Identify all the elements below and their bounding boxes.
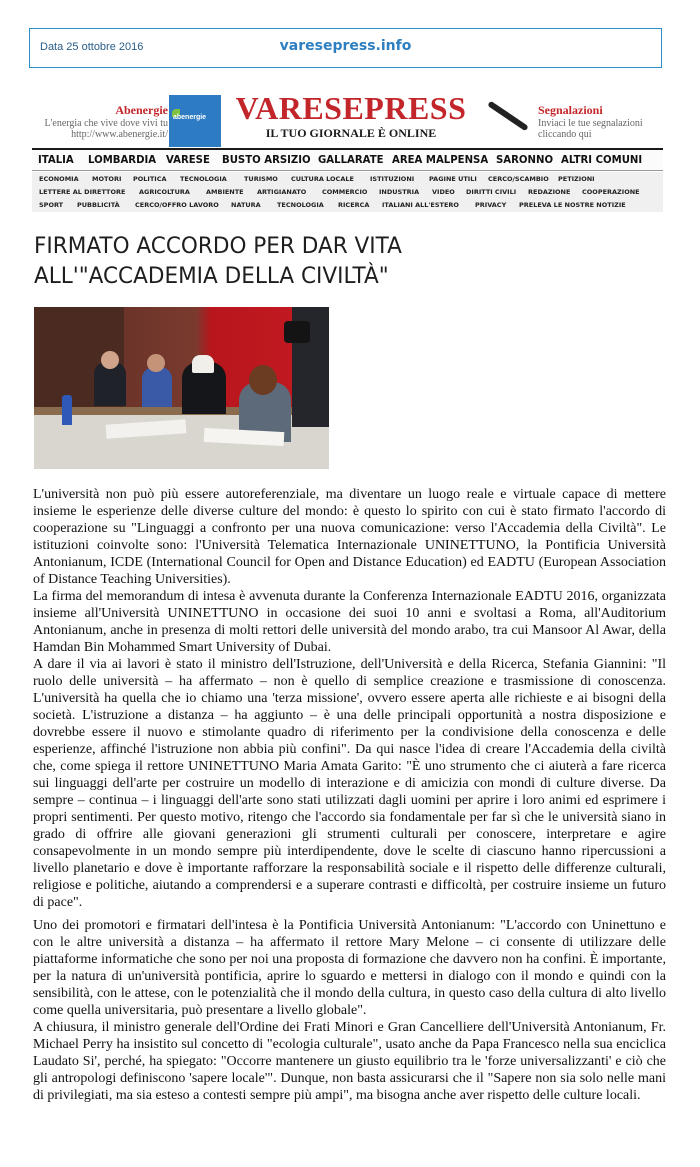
sub-nav-item[interactable]: PUBBLICITÀ: [77, 201, 120, 209]
ad-abenergie[interactable]: [32, 95, 168, 140]
article-paragraph: Uno dei promotori e firmatari dell'intesa è la Pontificia Università Antonianum: "L'accordo con Uninettuno e con le altre università a distanza – ha affermato il rettore Mary Melone – ci consente di utilizzare delle piattaforme informatiche che sono per noi una proposta di formazione che davvero non ha confini. È importante, per la natura di un'università pontificia, aprire lo sguardo e mettersi in dialogo con il mondo e quindi con la sensibilità, con le attese, con le potenzialità che il mondo della cultura, in questo caso della cultura di alto livello come quella universitaria, può presentare a livello globale".: [33, 918, 666, 1018]
abenergie-logo[interactable]: [169, 95, 221, 147]
sub-nav-item[interactable]: AMBIENTE: [206, 188, 244, 196]
nav-item-busto-arsizio[interactable]: BUSTO ARSIZIO: [222, 153, 311, 166]
nav-item-italia[interactable]: ITALIA: [38, 153, 74, 166]
sub-nav-item[interactable]: VIDEO: [432, 188, 455, 196]
ad-right-title: Segnalazioni: [538, 103, 603, 117]
main-nav: [32, 148, 663, 171]
pen-icon: [487, 101, 528, 132]
sub-nav-item[interactable]: TECNOLOGIA: [180, 175, 227, 183]
sub-nav-item[interactable]: CERCO/SCAMBIO: [488, 175, 549, 183]
nav-item-gallarate[interactable]: GALLARATE: [318, 153, 384, 166]
sub-nav-item[interactable]: NATURA: [231, 201, 261, 209]
article-headline: [34, 232, 642, 292]
sub-nav-item[interactable]: PAGINE UTILI: [429, 175, 477, 183]
article-paragraph: L'università non può più essere autoreferenziale, ma diventare un luogo reale e virtuale capace di mettere insieme le esperienze delle diverse culture del mondo: è questo lo spirito con cui è stato firmato l'accordo di cooperazione su "Linguaggi a confronto per una nuova comunicazione: verso l'Accademia della Civiltà". Le istituzioni coinvolte sono: l'Università Telematica Internazionale UNINETTUNO, la Pontificia Università Antonianum, ICDE (International Council for Open and Distance Education) ed EADTU (European Association of Distance Teaching Universities).: [33, 487, 666, 587]
sub-nav-item[interactable]: ITALIANI ALL'ESTERO: [382, 201, 459, 209]
logo-name: VARESEPRESS: [235, 90, 467, 126]
nav-item-saronno[interactable]: SARONNO: [496, 153, 554, 166]
nav-item-area-malpensa[interactable]: AREA MALPENSA: [392, 153, 489, 166]
article-paragraph: A dare il via ai lavori è stato il ministro dell'Istruzione, dell'Università e della Ricerca, Stefania Giannini: "Il ruolo delle università – ha affermato – non è quello di semplice creazione e trasmissione di conoscenza. L'università ha quella che io chiamo una 'terza missione', ovvero essere aperta alle richieste e ai bisogni della società. L'istruzione a distanza – ha aggiunto – è una delle principali opportunità a nostra disposizione e dovrebbe essere il nuovo e stimolante quadro di riferimento per la condivisione della conoscenza e delle esperienze, affinché l'istruzione non abbia più confini". Da qui nasce l'idea di creare l'Accademia della civiltà che, come spiega il rettore UNINETTUNO Maria Amata Garito: "È uno strumento che ci aiuterà a fare ricerca sui linguaggi dell'arte per costruire un modello di interazione e di amicizia con mondi di culture diverse. Da sempre – continua – i linguaggi dell'arte sono stati utilizzati dagli uomini per aprire i loro animi ed esprimere i propri sentimenti. Per questo motivo, ritengo che l'accordo sia fondamentale per far sì che le università siano in grado di offrire alle giovani generazioni gli strumenti culturali per conoscere, interpretare e agire consapevolmente in un mondo sempre più interdipendente, dove le scelte di ciascuno hanno ripercussioni a livello planetario e dove è importante rafforzare la responsabilità sociale e il rispetto delle differenze culturali, religiose e politiche, aiutando a comprendersi e a superare contrasti e difficoltà, per costruire insieme un futuro di pace".: [33, 657, 666, 910]
ad-left-line1: L'energia che vive dove vivi tu: [44, 118, 168, 129]
headline-line-1: FIRMATO ACCORDO PER DAR VITA: [34, 234, 402, 259]
sub-nav-item[interactable]: ISTITUZIONI: [370, 175, 415, 183]
sub-nav-item[interactable]: COOPERAZIONE: [582, 188, 640, 196]
sub-nav-item[interactable]: DIRITTI CIVILI: [466, 188, 517, 196]
sub-nav-item[interactable]: SPORT: [39, 201, 64, 209]
sub-nav-item[interactable]: REDAZIONE: [528, 188, 571, 196]
sub-nav-item[interactable]: INDUSTRIA: [379, 188, 420, 196]
masthead: [32, 90, 663, 147]
article-paragraph: La firma del memorandum di intesa è avvenuta durante la Conferenza Internazionale EADTU 2016, organizzata insieme all'Università UNINETTUNO in occasione dei suoi 10 anni e svoltasi a Roma, all'Auditorium Antonianum, anche in presenza di molti rettori delle università del mondo arabo, tra cui Mansoor Al Awar, della Hamdan Bin Mohammed Smart University of Dubai.: [33, 589, 666, 655]
headline-line-2: ALL'"ACCADEMIA DELLA CIVILTÀ": [34, 264, 389, 289]
article-paragraph: A chiusura, il ministro generale dell'Ordine dei Frati Minori e Gran Cancelliere dell'Università Antonianum, Fr. Michael Perry ha insistito sul concetto di "ecologia culturale", usato anche da Papa Francesco nella sua enciclica Laudato Si', perché, ha spiegato: "Occorre mantenere un giusto equilibrio tra le 'forze universalizzanti' e ciò che gli antropologi definiscono 'sapere locale'". Dunque, non basta assicurarsi che il "Sapere non sia solo nelle mani di privilegiati, ma sia esteso a contesti sempre più ampi", ma bisogna anche aver rispetto delle culture locali.: [33, 1020, 666, 1103]
header-box: [29, 28, 662, 68]
site-name[interactable]: varesepress.info: [279, 38, 412, 54]
sub-nav-item[interactable]: MOTORI: [92, 175, 122, 183]
ad-left-line2[interactable]: http://www.abenergie.it/: [71, 129, 168, 140]
sub-nav-item[interactable]: PRELEVA LE NOSTRE NOTIZIE: [519, 201, 626, 209]
sub-nav-item[interactable]: PRIVACY: [475, 201, 507, 209]
sub-nav-item[interactable]: CERCO/OFFRO LAVORO: [135, 201, 219, 209]
sub-nav-item[interactable]: RICERCA: [338, 201, 370, 209]
site-logo[interactable]: [223, 91, 479, 141]
sub-nav-item[interactable]: CULTURA LOCALE: [291, 175, 354, 183]
sub-nav-item[interactable]: TECNOLOGIA: [277, 201, 324, 209]
sub-nav-item[interactable]: PETIZIONI: [558, 175, 595, 183]
sub-nav-item[interactable]: ARTIGIANATO: [257, 188, 307, 196]
ad-left-title: Abenergie: [115, 103, 168, 117]
article-body: [33, 486, 666, 1104]
sub-nav-item[interactable]: ECONOMIA: [39, 175, 79, 183]
sub-nav-item[interactable]: TURISMO: [244, 175, 278, 183]
article-photo: [34, 307, 329, 469]
abenergie-logo-label: abenergie: [173, 114, 207, 121]
nav-item-varese[interactable]: VARESE: [166, 153, 210, 166]
ad-right-line2[interactable]: cliccando qui: [538, 129, 592, 140]
sub-nav: [32, 172, 663, 212]
nav-item-lombardia[interactable]: LOMBARDIA: [88, 153, 157, 166]
sub-nav-item[interactable]: AGRICOLTURA: [139, 188, 190, 196]
nav-item-altri-comuni[interactable]: ALTRI COMUNI: [561, 153, 643, 166]
ad-segnalazioni[interactable]: [538, 95, 663, 140]
publication-date: Data 25 ottobre 2016: [40, 41, 144, 53]
sub-nav-item[interactable]: POLITICA: [133, 175, 167, 183]
sub-nav-item[interactable]: COMMERCIO: [322, 188, 368, 196]
logo-tagline: IL TUO GIORNALE È ONLINE: [265, 126, 437, 140]
sub-nav-item[interactable]: LETTERE AL DIRETTORE: [39, 188, 126, 196]
ad-right-line1: Inviaci le tue segnalazioni: [538, 118, 643, 129]
